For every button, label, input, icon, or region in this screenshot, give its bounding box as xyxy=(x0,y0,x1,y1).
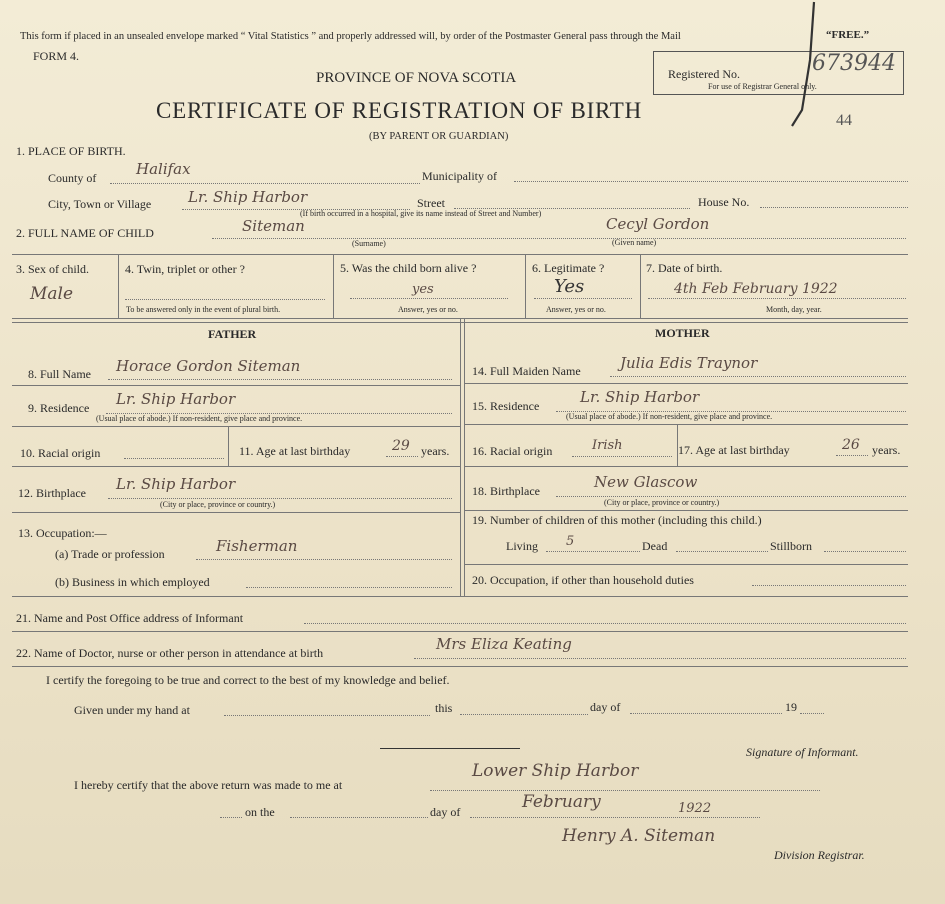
free-label: “FREE.” xyxy=(826,29,870,41)
given-under-label: Given under my hand at xyxy=(74,703,190,717)
father-name-value: Horace Gordon Siteman xyxy=(116,357,301,375)
mother-years: years. xyxy=(872,443,901,457)
mail-notice: This form if placed in an unsealed envelope marked “ Vital Statistics ” and properly addressed will, by order of the Postmaster General pass through the Mail xyxy=(20,31,681,42)
province-heading: PROVINCE OF NOVA SCOTIA xyxy=(316,70,517,86)
father-name-label: 8. Full Name xyxy=(28,367,91,381)
doctor-value: Mrs Eliza Keating xyxy=(436,635,572,653)
living-label: Living xyxy=(506,539,538,553)
legitimate-label: 6. Legitimate ? xyxy=(532,261,605,275)
stillborn-label: Stillborn xyxy=(770,539,813,553)
house-label: House No. xyxy=(698,195,750,209)
date-of-birth-value: 4th Feb February 1922 xyxy=(674,281,838,297)
city-value: Lr. Ship Harbor xyxy=(188,188,308,206)
mother-residence-label: 15. Residence xyxy=(472,399,540,413)
legitimate-caption: Answer, yes or no. xyxy=(546,305,606,314)
father-age-value: 29 xyxy=(392,438,410,454)
mother-birthplace-label: 18. Birthplace xyxy=(472,484,540,498)
living-value: 5 xyxy=(566,534,575,549)
alive-value: yes xyxy=(412,282,434,297)
street-label: Street xyxy=(417,196,445,210)
mother-age-value: 26 xyxy=(842,437,860,453)
county-value: Halifax xyxy=(136,160,191,178)
form-number: FORM 4. xyxy=(33,49,80,63)
day-of-label: day of xyxy=(590,700,621,714)
mother-occupation-label: 20. Occupation, if other than household duties xyxy=(472,573,694,587)
mother-racial-value: Irish xyxy=(592,438,623,453)
this-label: this xyxy=(435,701,453,715)
father-residence-caption: (Usual place of abode.) If non-resident, give place and province. xyxy=(96,414,303,423)
informant-label: 21. Name and Post Office address of Informant xyxy=(16,611,244,625)
mother-name-value: Julia Edis Traynor xyxy=(620,354,758,372)
father-residence-value: Lr. Ship Harbor xyxy=(116,390,236,408)
surname-caption: (Surname) xyxy=(352,239,386,248)
mother-name-label: 14. Full Maiden Name xyxy=(472,364,581,378)
registrar-year: 1922 xyxy=(678,801,712,816)
father-occupation-label: 13. Occupation:— xyxy=(18,526,107,540)
registrar-month: February xyxy=(522,792,601,812)
father-residence-label: 9. Residence xyxy=(28,401,90,415)
registered-number: 673944 xyxy=(812,51,896,76)
mother-racial-label: 16. Racial origin xyxy=(472,444,553,458)
child-name-label: 2. FULL NAME OF CHILD xyxy=(16,226,154,240)
children-count-label: 19. Number of children of this mother (including this child.) xyxy=(472,513,762,527)
mother-birthplace-caption: (City or place, province or country.) xyxy=(604,498,720,507)
city-label: City, Town or Village xyxy=(48,197,152,211)
sex-value: Male xyxy=(30,284,74,304)
mother-residence-value: Lr. Ship Harbor xyxy=(580,388,700,406)
certify-text: I certify the foregoing to be true and correct to the best of my knowledge and belief. xyxy=(46,673,450,687)
municipality-label: Municipality of xyxy=(422,169,497,183)
registrar-text: I hereby certify that the above return was made to me at xyxy=(74,778,343,792)
father-years: years. xyxy=(421,444,450,458)
registrar-pencil-mark xyxy=(780,0,820,130)
registered-label: Registered No. xyxy=(668,67,740,81)
certificate-subtitle: (BY PARENT OR GUARDIAN) xyxy=(369,131,509,142)
corner-mark: 44 xyxy=(836,112,852,129)
dead-label: Dead xyxy=(642,539,668,553)
twin-note: To be answered only in the event of plural birth. xyxy=(126,305,281,314)
child-given-name: Cecyl Gordon xyxy=(606,215,710,233)
alive-label: 5. Was the child born alive ? xyxy=(340,261,477,275)
legitimate-value: Yes xyxy=(554,276,585,297)
signature-of-informant: Signature of Informant. xyxy=(746,745,859,759)
father-birthplace-value: Lr. Ship Harbor xyxy=(116,475,236,493)
certificate-title: CERTIFICATE OF REGISTRATION OF BIRTH xyxy=(156,98,643,123)
date-caption: Month, day, year. xyxy=(766,305,822,314)
alive-caption: Answer, yes or no. xyxy=(398,305,458,314)
father-birthplace-caption: (City or place, province or country.) xyxy=(160,500,276,509)
mother-age-label: 17. Age at last birthday xyxy=(678,443,790,457)
father-heading: FATHER xyxy=(208,327,257,341)
county-label: County of xyxy=(48,171,97,185)
date-of-birth-label: 7. Date of birth. xyxy=(646,261,723,275)
doctor-label: 22. Name of Doctor, nurse or other person in attendance at birth xyxy=(16,646,324,660)
father-birthplace-label: 12. Birthplace xyxy=(18,486,86,500)
registrar-signature: Henry A. Siteman xyxy=(562,826,716,846)
registrar-place: Lower Ship Harbor xyxy=(472,761,639,781)
registrar-day-of-label: day of xyxy=(430,805,461,819)
mother-birthplace-value: New Glascow xyxy=(594,473,698,491)
on-the-label: on the xyxy=(245,805,275,819)
given-name-caption: (Given name) xyxy=(612,238,657,247)
trade-value: Fisherman xyxy=(216,537,298,555)
registered-note: For use of Registrar General only. xyxy=(708,82,817,91)
year-prefix: 19 xyxy=(785,700,797,714)
sex-label: 3. Sex of child. xyxy=(16,262,89,276)
father-age-label: 11. Age at last birthday xyxy=(239,444,351,458)
business-label: (b) Business in which employed xyxy=(55,575,210,589)
twin-label: 4. Twin, triplet or other ? xyxy=(125,262,245,276)
place-of-birth-label: 1. PLACE OF BIRTH. xyxy=(16,144,126,158)
hospital-note: (If birth occurred in a hospital, give its name instead of Street and Number) xyxy=(300,209,542,218)
trade-label: (a) Trade or profession xyxy=(55,547,165,561)
father-racial-label: 10. Racial origin xyxy=(20,446,101,460)
child-surname: Siteman xyxy=(242,217,305,235)
mother-heading: MOTHER xyxy=(655,326,710,340)
mother-residence-caption: (Usual place of abode.) If non-resident, give place and province. xyxy=(566,412,773,421)
division-registrar-label: Division Registrar. xyxy=(774,848,865,862)
